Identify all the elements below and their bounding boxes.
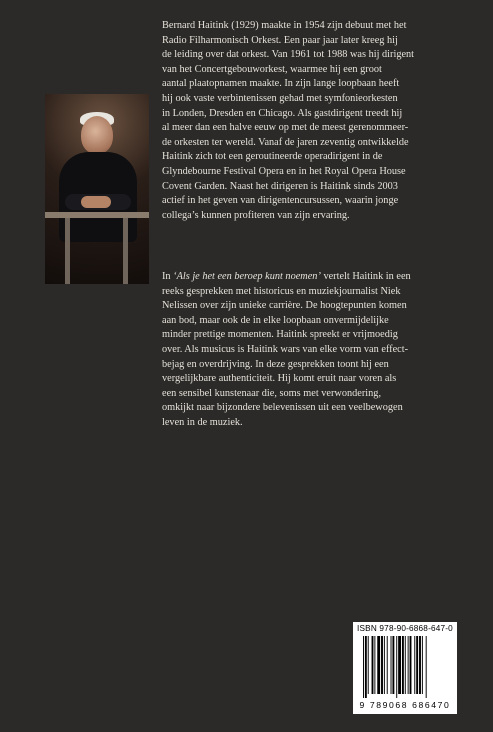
text-line: de orkesten ter wereld. Vanaf de jaren zeventig ontwikkelde: [162, 136, 409, 148]
description-lines: [162, 270, 462, 431]
text-line: reeks gesprekken met historicus en muziekjournalist Niek: [162, 285, 401, 297]
book-title: ‘Als je het een beroep kunt noemen’: [173, 271, 321, 282]
barcode-bar: [365, 636, 367, 698]
text-line: actief in het geven van dirigentencursussen, waarin jonge: [162, 195, 399, 207]
barcode-bar: [419, 636, 421, 694]
photo-post: [65, 218, 70, 284]
text-line: Bernard Haitink (1929) maakte in 1954 zijn debuut met het: [162, 20, 407, 31]
barcode-bar: [384, 636, 385, 694]
barcode-bar: [381, 636, 383, 694]
photo-rail: [45, 212, 149, 218]
text-line: van het Concertgebouworkest, waarmee hij een groot: [162, 63, 382, 75]
barcode-bar: [422, 636, 423, 694]
barcode-bar: [416, 636, 418, 694]
book-description-paragraph: [162, 270, 462, 431]
barcode-bar: [414, 636, 415, 694]
text-line: omkijkt naar bijzondere belevenissen uit een veelbewogen: [162, 402, 403, 414]
barcode-bar: [398, 636, 401, 694]
photo-head: [81, 116, 113, 154]
barcode-bar: [408, 636, 409, 694]
text-line: aantal plaatopnamen maakte. In zijn lange loopbaan heeft: [162, 78, 400, 90]
first-line-suffix: vertelt Haitink in een: [320, 271, 411, 282]
barcode-bar: [410, 636, 412, 694]
barcode-bar: [372, 636, 374, 694]
text-line: aan bod, maar ook de in elke loopbaan onvermijdelijke: [162, 314, 389, 326]
barcode-bar: [374, 636, 375, 694]
text-line: Haitink zich tot een geroutineerde operadirigent in de: [162, 151, 383, 163]
text-line: minder prettige momenten. Haitink spreekt er vrijmoedig: [162, 329, 398, 341]
text-line: hij ook vaste verbintenissen gehad met symfonieorkesten: [162, 92, 398, 104]
biography-lines: [162, 19, 462, 223]
barcode-bar: [402, 636, 404, 694]
barcode-bar: [405, 636, 406, 694]
text-line: bejag en overdrijving. In deze gesprekken toont hij een: [162, 358, 389, 370]
barcode-bar: [426, 636, 427, 698]
description-first-line: [162, 270, 462, 285]
photo-post: [123, 218, 128, 284]
text-line: over. Als musicus is Haitink wars van elke vorm van effect-: [162, 343, 409, 355]
isbn-label: ISBN 978-90-6868-647-0: [357, 624, 453, 633]
text-line: in Londen, Dresden en Chicago. Als gastdirigent treedt hij: [162, 107, 403, 119]
first-line-prefix: In: [162, 271, 174, 282]
isbn-barcode: [353, 622, 457, 714]
barcode-digits: 9 789068 686470: [359, 700, 451, 710]
text-line: leven in de muziek.: [162, 416, 243, 428]
text-line: de leiding over dat orkest. Van 1961 tot 1988 was hij dirigent: [162, 49, 415, 61]
barcode-bar: [377, 636, 380, 694]
text-line: Nelissen over zijn unieke carrière. De hoogtepunten komen: [162, 300, 407, 312]
barcode-bar: [391, 636, 392, 694]
text-line: collega’s kunnen profiteren van zijn ervaring.: [162, 209, 350, 221]
barcode-bar: [387, 636, 388, 694]
biography-paragraph: [162, 19, 462, 223]
barcode-bar: [392, 636, 394, 694]
author-photo: [45, 94, 149, 284]
photo-hands: [81, 196, 111, 208]
text-line: al meer dan een halve eeuw op met de meest gerenommeer-: [162, 122, 409, 134]
barcode-bar: [368, 636, 369, 694]
text-line: Glyndebourne Festival Opera en in het Royal Opera House: [162, 165, 406, 177]
description-remaining-lines: [162, 285, 462, 431]
text-line: een sensibel kunstenaar die, soms met verwondering,: [162, 387, 382, 399]
text-line: Covent Garden. Naast het dirigeren is Haitink sinds 2003: [162, 180, 398, 192]
text-line: Radio Filharmonisch Orkest. Een paar jaar later kreeg hij: [162, 34, 398, 46]
barcode-bar: [396, 636, 397, 698]
barcode-bar: [363, 636, 364, 698]
text-line: vergelijkbare authenticiteit. Hij komt eruit naar voren als: [162, 373, 397, 385]
barcode-bars: [361, 636, 451, 698]
